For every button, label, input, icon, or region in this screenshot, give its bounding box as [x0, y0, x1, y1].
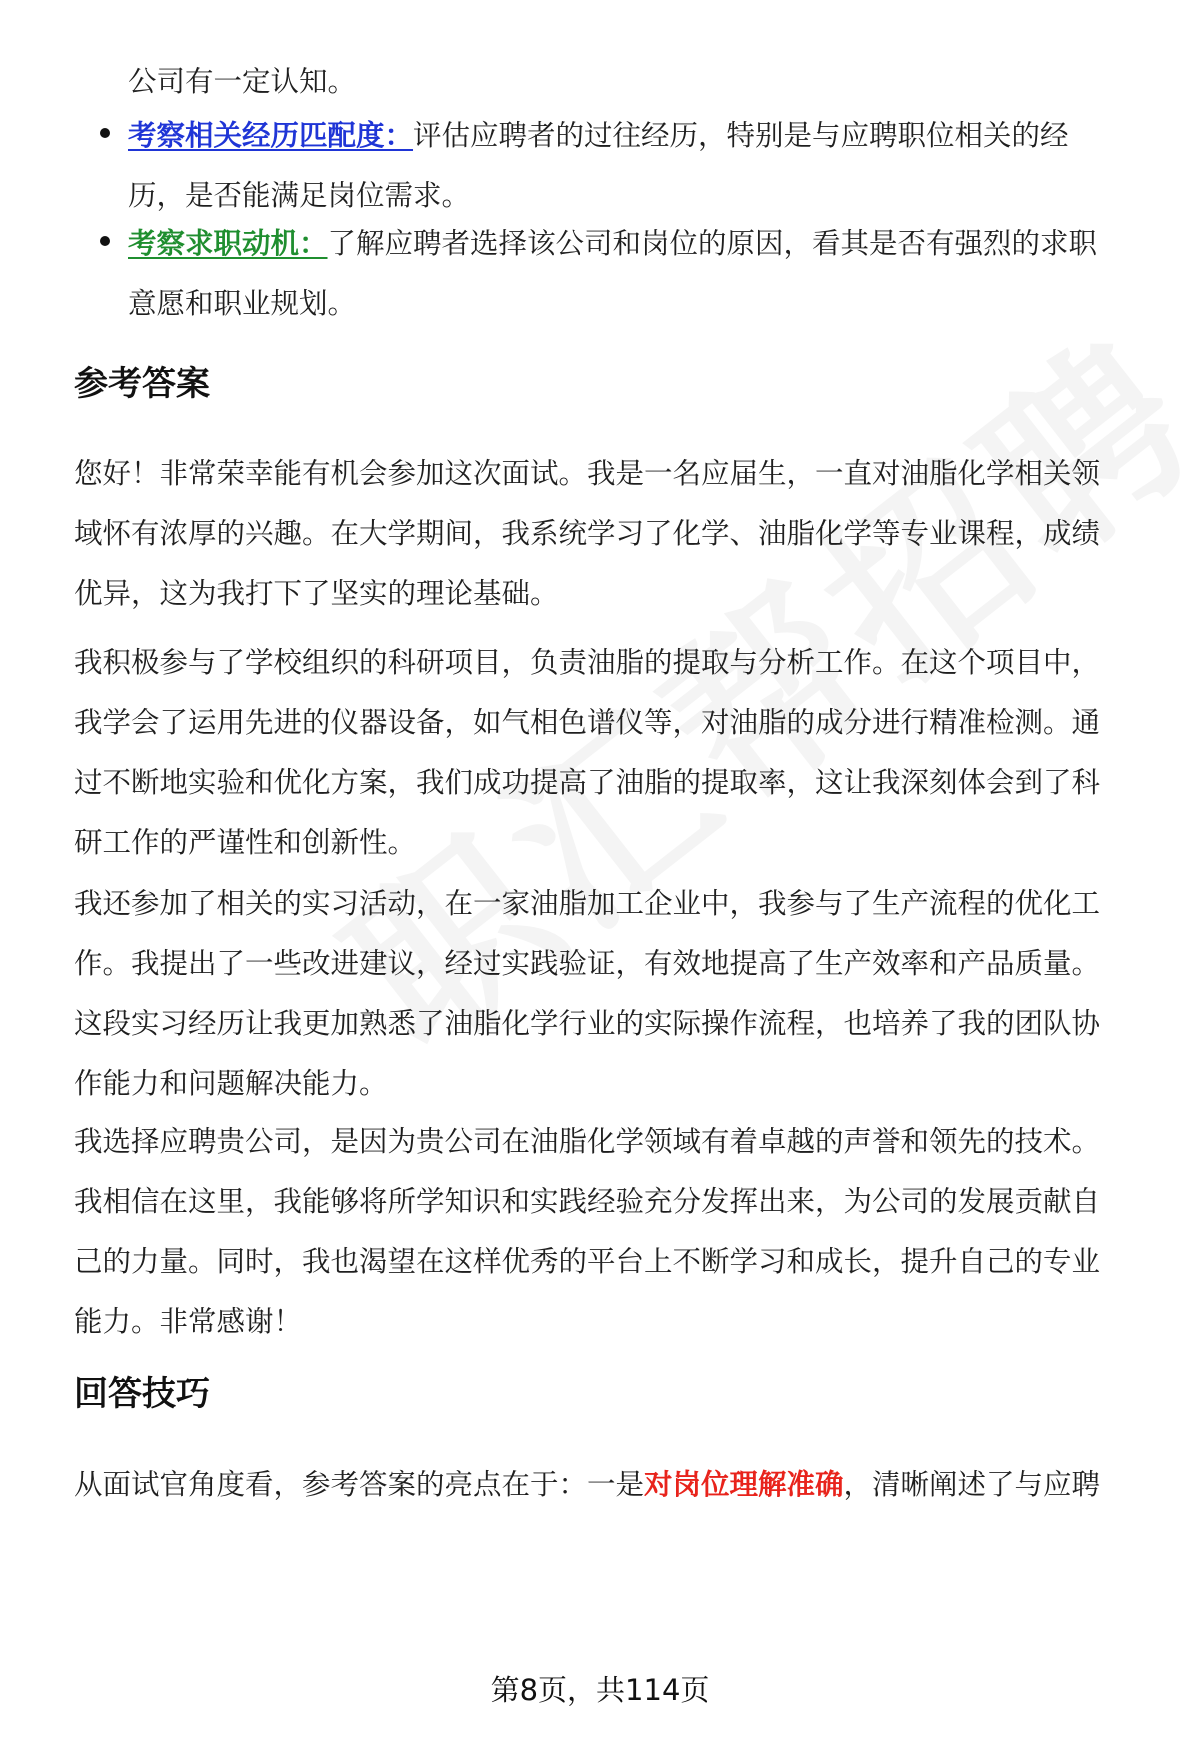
criteria-text: 评估应聘者的过往经历，特别是与应聘职位相关的经	[413, 119, 1069, 152]
answer-line: 我学会了运用先进的仪器设备，如气相色谱仪等，对油脂的成分进行精准检测。通	[74, 706, 1101, 739]
answer-line: 研工作的严谨性和创新性。	[74, 826, 417, 859]
answer-line: 优异，这为我打下了坚实的理论基础。	[74, 577, 559, 610]
bullet-dot	[100, 128, 110, 138]
bullet-dot	[100, 236, 110, 246]
answer-line: 作能力和问题解决能力。	[74, 1067, 388, 1100]
criteria-label: 考察求职动机：	[128, 227, 328, 260]
answer-line: 我积极参与了学校组织的科研项目，负责油脂的提取与分析工作。在这个项目中，	[74, 646, 1101, 679]
answer-line: 己的力量。同时，我也渴望在这样优秀的平台上不断学习和成长，提升自己的专业	[74, 1245, 1101, 1278]
answer-line: 作。我提出了一些改进建议，经过实践验证，有效地提高了生产效率和产品质量。	[74, 947, 1101, 980]
answer-line: 域怀有浓厚的兴趣。在大学期间，我系统学习了化学、油脂化学等专业课程，成绩	[74, 517, 1101, 550]
answer-paragraph	[74, 444, 1146, 624]
answer-paragraph	[74, 874, 1146, 1114]
criteria-text: 意愿和职业规划。	[128, 287, 357, 320]
tips-text: ，清晰阐述了与应聘	[843, 1468, 1101, 1501]
answer-line: 我选择应聘贵公司，是因为贵公司在油脂化学领域有着卓越的声誉和领先的技术。	[74, 1125, 1101, 1158]
answer-line: 过不断地实验和优化方案，我们成功提高了油脂的提取率，这让我深刻体会到了科	[74, 766, 1101, 799]
tips-text: 从面试官角度看，参考答案的亮点在于：一是	[74, 1468, 645, 1501]
section-heading-tips: 回答技巧	[74, 1374, 210, 1414]
answer-line: 您好！非常荣幸能有机会参加这次面试。我是一名应届生，一直对油脂化学相关领	[74, 457, 1101, 490]
criteria-item-motivation	[128, 214, 1146, 334]
criteria-text: 历，是否能满足岗位需求。	[128, 179, 471, 212]
criteria-text: 了解应聘者选择该公司和岗位的原因，看其是否有强烈的求职	[327, 227, 1098, 260]
answer-paragraph	[74, 633, 1146, 873]
answer-line: 我相信在这里，我能够将所学知识和实践经验充分发挥出来，为公司的发展贡献自	[74, 1185, 1101, 1218]
tips-highlight: 对岗位理解准确	[644, 1468, 844, 1501]
criteria-label: 考察相关经历匹配度：	[128, 119, 414, 152]
answer-paragraph	[74, 1112, 1146, 1352]
answer-line: 我还参加了相关的实习活动，在一家油脂加工企业中，我参与了生产流程的优化工	[74, 887, 1101, 920]
answer-line: 这段实习经历让我更加熟悉了油脂化学行业的实际操作流程，也培养了我的团队协	[74, 1007, 1101, 1040]
page-number: 第8页，共114页	[490, 1673, 710, 1707]
intro-tail: 公司有一定认知。	[128, 65, 357, 98]
tips-paragraph	[74, 1455, 1146, 1515]
answer-line: 能力。非常感谢！	[74, 1305, 303, 1338]
section-heading-reference: 参考答案	[74, 364, 210, 404]
criteria-item-experience	[128, 106, 1146, 226]
